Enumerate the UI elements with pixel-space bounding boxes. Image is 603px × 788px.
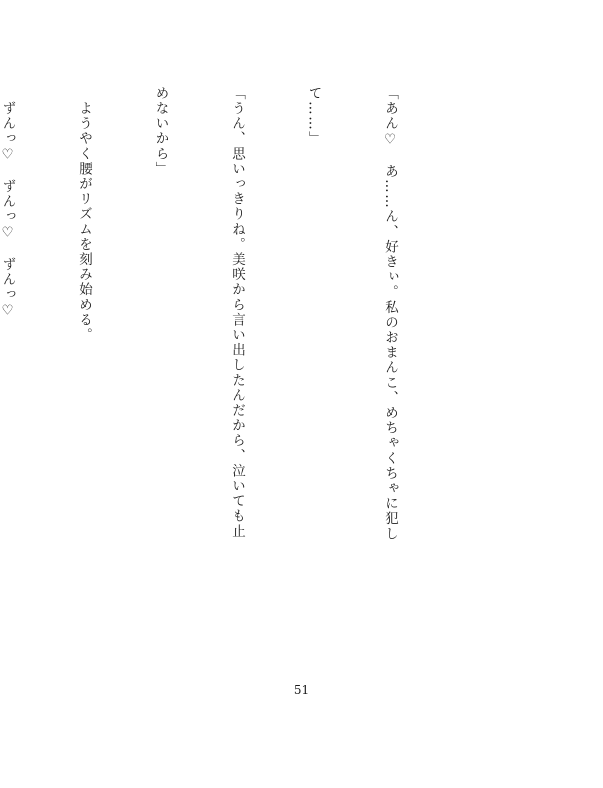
text-line: ようやく腰がリズムを刻み始める。	[76, 86, 92, 343]
text-line: ずんっ♡ ずんっ♡ ずんっ♡	[0, 86, 16, 320]
text-line: めないから」	[152, 86, 169, 177]
vertical-text-body	[0, 86, 453, 646]
page-number: 51	[293, 683, 310, 697]
text-line: 「うん、思いっきりね。美咲から言い出したんだから、泣いても止	[229, 86, 245, 539]
text-line: 「あん♡ あ……ん、好きぃ。私のおまんこ、めちゃくちゃに犯し	[382, 86, 398, 542]
text-line: て……」	[305, 86, 322, 147]
